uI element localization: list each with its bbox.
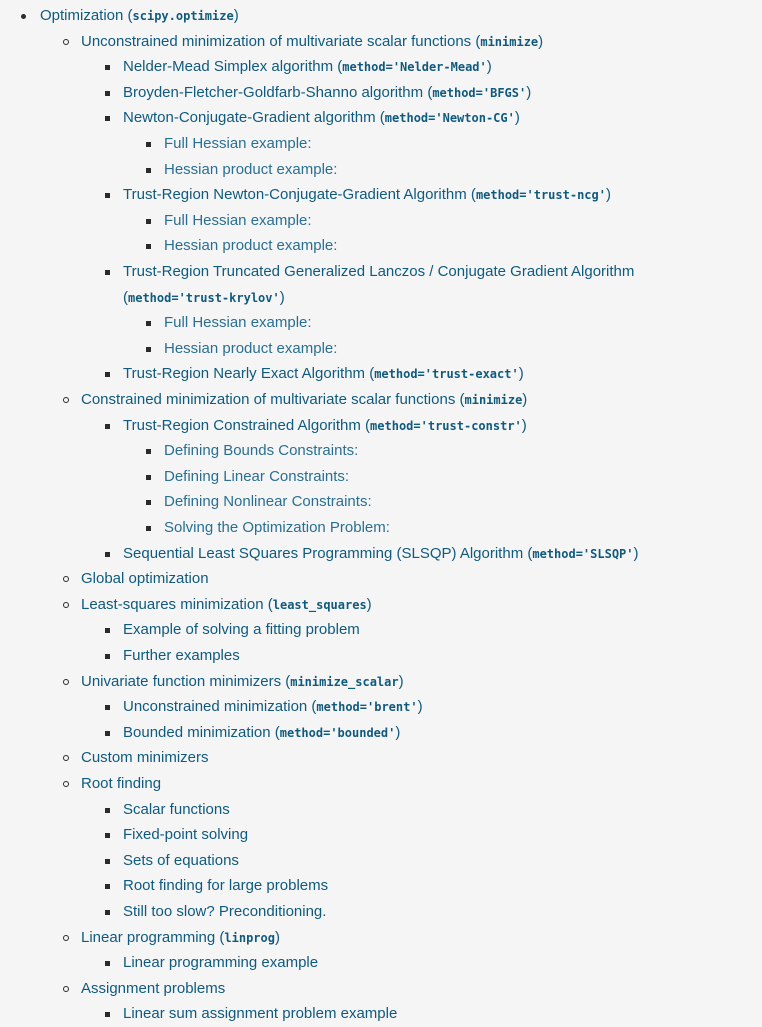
square-bullet-icon xyxy=(105,270,110,275)
toc-link-code: method='brent' xyxy=(316,700,418,715)
toc-item xyxy=(0,413,762,439)
square-bullet-icon xyxy=(105,859,110,864)
toc-item xyxy=(0,259,762,285)
toc-link[interactable] xyxy=(81,387,527,414)
toc-link-code: minimize xyxy=(480,34,539,49)
toc-link[interactable] xyxy=(123,541,639,568)
toc-item xyxy=(0,1001,762,1027)
toc-link-text: Least-squares minimization ( xyxy=(81,595,273,613)
toc-link-text: Hessian product example: xyxy=(164,339,338,357)
square-bullet-icon xyxy=(105,424,110,429)
circle-bullet-icon xyxy=(63,986,69,992)
toc-link[interactable] xyxy=(123,694,423,721)
toc-link-text: Bounded minimization ( xyxy=(123,723,280,741)
toc-link[interactable] xyxy=(123,182,611,209)
square-bullet-icon xyxy=(105,961,110,966)
square-bullet-icon xyxy=(105,628,110,633)
toc-link-suffix: ) xyxy=(538,32,544,50)
toc-link-text: Example of solving a fitting problem xyxy=(123,621,360,639)
square-bullet-icon xyxy=(146,321,151,326)
toc-link[interactable] xyxy=(164,438,358,464)
toc-item xyxy=(0,873,762,899)
toc-link-text: Still too slow? Preconditioning. xyxy=(123,903,327,920)
circle-bullet-icon xyxy=(63,679,69,685)
toc-link-code: scipy.optimize xyxy=(132,9,234,23)
toc-link[interactable] xyxy=(81,29,543,56)
toc-link-code: method='bounded' xyxy=(279,725,396,740)
toc-link[interactable] xyxy=(81,566,209,592)
toc-link-text: Full Hessian example: xyxy=(164,314,312,332)
toc-item xyxy=(0,438,762,464)
toc-link-text: Linear programming ( xyxy=(81,928,225,946)
toc-item xyxy=(0,157,762,183)
toc-link-text: Univariate function minimizers ( xyxy=(81,672,291,690)
toc-item-continuation xyxy=(0,285,762,311)
toc-link-text: Trust-Region Nearly Exact Algorithm ( xyxy=(123,365,375,383)
toc-item xyxy=(0,694,762,720)
circle-bullet-icon xyxy=(63,39,69,45)
square-bullet-icon xyxy=(146,526,151,531)
circle-bullet-icon xyxy=(63,576,69,582)
toc-link[interactable] xyxy=(81,669,404,696)
toc-link-code: least_squares xyxy=(272,597,367,612)
toc-link[interactable] xyxy=(81,592,372,619)
square-bullet-icon xyxy=(146,347,151,352)
toc-item xyxy=(0,80,762,106)
toc-link[interactable] xyxy=(81,925,280,952)
toc-link-code: method='trust-exact' xyxy=(374,367,519,382)
square-bullet-icon xyxy=(146,168,151,173)
square-bullet-icon xyxy=(146,475,151,480)
toc-link-suffix: ) xyxy=(274,928,280,946)
toc-link[interactable] xyxy=(81,976,225,1002)
toc-link-code: method='trust-ncg' xyxy=(475,188,606,203)
toc-link-suffix: ) xyxy=(398,672,404,690)
toc-link-text: Solving the Optimization Problem: xyxy=(164,519,390,536)
toc-link[interactable] xyxy=(164,208,312,234)
toc-link-suffix: ) xyxy=(605,186,611,204)
toc-item xyxy=(0,976,762,1002)
toc-link-suffix: ) xyxy=(518,365,524,383)
toc-item xyxy=(0,54,762,80)
toc-link-text: Sequential Least SQuares Programming (SLSQP) Algorithm ( xyxy=(123,544,533,562)
toc-item xyxy=(0,925,762,951)
toc-link-text: Scalar functions xyxy=(123,800,230,818)
square-bullet-icon xyxy=(105,116,110,121)
toc-item xyxy=(0,208,762,234)
toc-link[interactable] xyxy=(123,643,240,669)
toc-link-text: Custom minimizers xyxy=(81,749,209,767)
square-bullet-icon xyxy=(105,910,110,915)
toc-link-code: method='trust-krylov' xyxy=(128,290,280,305)
toc-link[interactable] xyxy=(164,131,312,157)
toc-link-code: method='Newton-CG' xyxy=(384,111,515,126)
toc-link-text: Defining Linear Constraints: xyxy=(164,467,350,485)
toc-link[interactable] xyxy=(164,464,349,490)
toc-link-code: method='Nelder-Mead' xyxy=(342,60,487,75)
toc-link[interactable] xyxy=(123,54,492,81)
toc-link-text: ( xyxy=(123,288,128,306)
circle-bullet-icon xyxy=(63,935,69,941)
toc-link-text: Broyden-Fletcher-Goldfarb-Shanno algorithm ( xyxy=(123,83,433,101)
toc-link-suffix: ) xyxy=(514,109,520,127)
toc-item xyxy=(0,489,762,515)
toc-link[interactable] xyxy=(123,899,326,925)
square-bullet-icon xyxy=(146,449,151,454)
toc-link[interactable] xyxy=(123,361,524,388)
toc-item xyxy=(0,515,762,541)
circle-bullet-icon xyxy=(63,397,69,403)
toc-link[interactable] xyxy=(123,822,248,848)
square-bullet-icon xyxy=(105,833,110,838)
toc-link-text: Full Hessian example: xyxy=(164,135,312,152)
square-bullet-icon xyxy=(105,91,110,96)
toc-item xyxy=(0,822,762,848)
square-bullet-icon xyxy=(105,372,110,377)
toc-link-text: Defining Bounds Constraints: xyxy=(164,442,359,460)
square-bullet-icon xyxy=(146,244,151,249)
circle-bullet-icon xyxy=(63,755,69,761)
toc-link-code: method='trust-constr' xyxy=(370,418,522,433)
circle-bullet-icon xyxy=(63,602,69,608)
toc-link-text: Trust-Region Newton-Conjugate-Gradient Algorithm ( xyxy=(123,186,476,204)
toc-item xyxy=(0,29,762,55)
square-bullet-icon xyxy=(105,65,110,70)
toc-link-text: Unconstrained minimization of multivariate scalar functions ( xyxy=(81,32,481,50)
toc-link[interactable] xyxy=(164,233,337,259)
toc-link-suffix: ) xyxy=(233,7,239,24)
toc-link-suffix: ) xyxy=(395,723,401,741)
square-bullet-icon xyxy=(105,705,110,710)
toc-link-text: Hessian product example: xyxy=(164,237,338,255)
toc-link-suffix: ) xyxy=(521,416,527,434)
toc-item xyxy=(0,387,762,413)
toc-link-code: minimize_scalar xyxy=(290,674,399,689)
toc-link-text: Root finding for large problems xyxy=(123,877,329,895)
toc-item xyxy=(0,848,762,874)
toc-item xyxy=(0,720,762,746)
toc-item xyxy=(0,464,762,490)
toc-link-suffix: ) xyxy=(366,595,372,613)
toc-item xyxy=(0,233,762,259)
square-bullet-icon xyxy=(105,552,110,557)
toc-link-text: Linear sum assignment problem example xyxy=(123,1005,398,1023)
toc-item xyxy=(0,617,762,643)
toc-link-text: Trust-Region Constrained Algorithm ( xyxy=(123,416,371,434)
toc-link-suffix: ) xyxy=(522,391,528,408)
toc-link[interactable] xyxy=(164,489,372,515)
toc-item xyxy=(0,361,762,387)
toc-link-text: Hessian product example: xyxy=(164,160,338,178)
toc-link[interactable] xyxy=(123,105,520,132)
toc-link[interactable] xyxy=(123,1001,397,1027)
toc-item xyxy=(0,899,762,925)
toc-link-text: Newton-Conjugate-Gradient algorithm ( xyxy=(123,109,385,127)
toc-link[interactable] xyxy=(123,797,230,823)
toc-link[interactable] xyxy=(164,336,337,362)
toc-link[interactable] xyxy=(164,515,390,541)
toc-link[interactable] xyxy=(123,950,318,976)
toc-item xyxy=(0,310,762,336)
square-bullet-icon xyxy=(105,654,110,659)
circle-bullet-icon xyxy=(63,781,69,787)
toc-link-suffix: ) xyxy=(633,544,639,562)
toc-link-text: Optimization ( xyxy=(40,7,133,24)
toc-item xyxy=(0,131,762,157)
toc-link-text: Defining Nonlinear Constraints: xyxy=(164,493,372,511)
toc-link-text: Full Hessian example: xyxy=(164,211,312,229)
toc-link[interactable] xyxy=(123,413,527,440)
toc-link-code: linprog xyxy=(224,930,275,945)
toc-link[interactable] xyxy=(123,720,400,747)
toc-link[interactable] xyxy=(81,745,209,771)
toc-item xyxy=(0,105,762,131)
toc-item xyxy=(0,336,762,362)
square-bullet-icon xyxy=(146,500,151,505)
toc-link[interactable] xyxy=(164,157,337,183)
toc-link-text: Nelder-Mead Simplex algorithm ( xyxy=(123,58,343,76)
toc-item xyxy=(0,592,762,618)
toc-link-text: Root finding xyxy=(81,775,162,792)
toc-item xyxy=(0,745,762,771)
toc-link[interactable] xyxy=(123,80,531,107)
toc-item xyxy=(0,182,762,208)
toc-link[interactable] xyxy=(40,3,239,30)
square-bullet-icon xyxy=(146,142,151,147)
toc-link[interactable] xyxy=(123,259,634,285)
toc-link-code: method='SLSQP' xyxy=(532,546,634,561)
toc-item xyxy=(0,771,762,797)
toc-link-text: Constrained minimization of multivariate scalar functions ( xyxy=(81,391,465,408)
toc-item xyxy=(0,950,762,976)
toc-item xyxy=(0,541,762,567)
toc-link-text: Linear programming example xyxy=(123,954,319,972)
toc-item xyxy=(0,566,762,592)
toc-item xyxy=(0,797,762,823)
toc-link-text: Sets of equations xyxy=(123,851,239,869)
toc-item xyxy=(0,643,762,669)
toc-link-code: minimize xyxy=(464,393,523,407)
toc-link[interactable] xyxy=(123,285,285,312)
toc-link[interactable] xyxy=(123,873,328,899)
toc-link-text: Global optimization xyxy=(81,570,209,588)
square-bullet-icon xyxy=(105,731,110,736)
square-bullet-icon xyxy=(105,884,110,889)
disc-bullet-icon xyxy=(21,14,26,19)
toc-link[interactable] xyxy=(123,848,239,874)
toc-link-suffix: ) xyxy=(279,288,285,306)
toc-link-text: Fixed-point solving xyxy=(123,826,249,844)
toc-link-text: Further examples xyxy=(123,647,240,664)
toc-link-text: Assignment problems xyxy=(81,979,226,997)
toc-link[interactable] xyxy=(81,771,161,797)
toc-item xyxy=(0,3,762,29)
toc-link-suffix: ) xyxy=(417,698,423,716)
toc-link-suffix: ) xyxy=(486,58,492,76)
square-bullet-icon xyxy=(105,1012,110,1017)
toc-link[interactable] xyxy=(123,617,360,643)
toc-link-suffix: ) xyxy=(526,83,532,101)
toc-link-text: Unconstrained minimization ( xyxy=(123,698,317,716)
toc-link-code: method='BFGS' xyxy=(432,85,527,100)
square-bullet-icon xyxy=(105,808,110,813)
toc-link[interactable] xyxy=(164,310,312,336)
toc-link-text: Trust-Region Truncated Generalized Lanczos / Conjugate Gradient Algorithm xyxy=(123,263,635,280)
toc-item xyxy=(0,669,762,695)
square-bullet-icon xyxy=(105,193,110,198)
square-bullet-icon xyxy=(146,219,151,224)
